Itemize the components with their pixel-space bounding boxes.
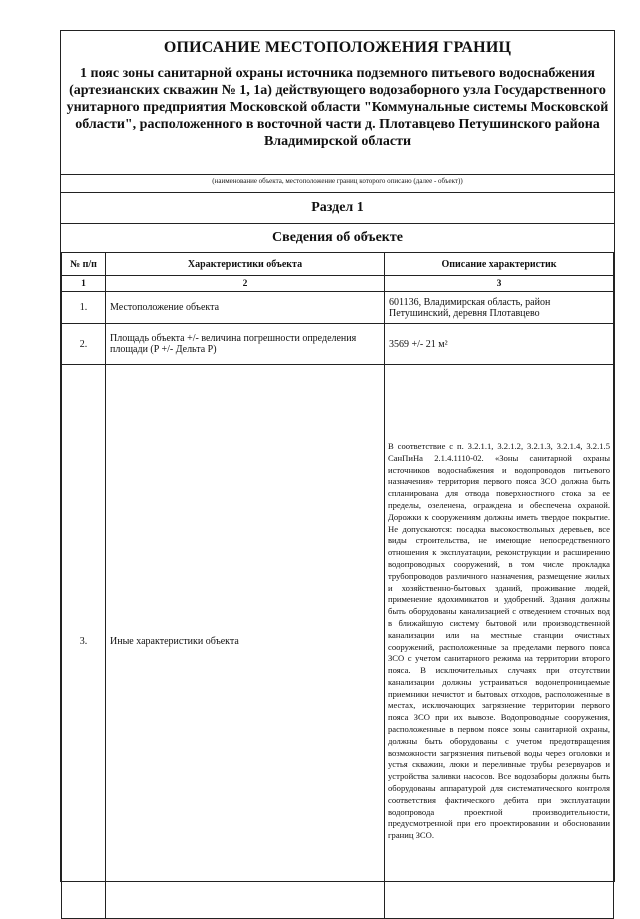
object-table bbox=[61, 252, 614, 919]
column-number: 3 bbox=[385, 276, 614, 292]
document-title: ОПИСАНИЕ МЕСТОПОЛОЖЕНИЯ ГРАНИЦ bbox=[163, 39, 512, 56]
table-row bbox=[62, 365, 614, 919]
row-description: В соответствие с п. 3.2.1.1, 3.2.1.2, 3.2.1.3, 3.2.1.4, 3.2.1.5 СанПиНа 2.1.4.1110-02. «Зоны санитарной охраны источников водоснабжения и водопроводов питьевого назначения» территория первого пояса ЗСО должна быть спланирована для отвода поверхностного стока за ее пределы, озеленена, ограждена и обеспечена охраной. Дорожки к сооружениям должны иметь твердое покрытие. Не допускаются: посадка высокоствольных деревьев, все виды строительства, не имеющие непосредственного отношения к эксплуатации, реконструкции и расширению водопроводных сооружений, в том числе прокладка трубопроводов различного назначения, размещение жилых и хозяйственно-бытовых зданий, проживание людей, применение ядохимикатов и удобрений. Здания должны быть оборудованы канализацией с отведением сточных вод в ближайшую систему бытовой или производственной канализации или на местные станции очистных сооружений, расположенные за пределами первого пояса ЗСО с учетом санитарного режима на территории второго пояса. В исключительных случаях при отсутствии канализации должны устраиваться водонепроницаемые приемники нечистот и бытовых отходов, расположенные в местах, исключающих загрязнение территории первого пояса ЗСО при их вывозе. Водопроводные сооружения, расположенные в первом поясе зоны санитарной охраны, должны быть оборудованы с учетом предотвращения возможности загрязнения питьевой воды через оголовки и устья скважин, люки и переливные трубы резервуаров и устройства заливки насосов. Все водозаборы должны быть оборудованы аппаратурой для систематического контроля соответствия фактического дебита при эксплуатации водопровода проектной производительности, предусмотренной при его проектировании и обосновании границ ЗСО. bbox=[385, 365, 614, 919]
header-characteristic: Характеристики объекта bbox=[106, 253, 385, 276]
row-num: 2. bbox=[62, 324, 106, 365]
document-subtitle: 1 пояс зоны санитарной охраны источника подземного питьевого водоснабжения (артезианских скважин № 1, 1а) действующего водозаборного узла Государственного унитарного предприятия Московской области "Коммунальные системы Московской области", расположенного в восточной части д. Плотавцево Петушинского района Владимирской области bbox=[66, 66, 609, 149]
object-caption: (наименование объекта, местоположение границ которого описано (далее - объект)) bbox=[61, 174, 614, 193]
document-header bbox=[61, 31, 614, 175]
row-characteristic: Иные характеристики объекта bbox=[106, 365, 385, 919]
row-characteristic: Местоположение объекта bbox=[106, 292, 385, 324]
column-number: 1 bbox=[62, 276, 106, 292]
header-num: № п/п bbox=[62, 253, 106, 276]
row-description: 601136, Владимирская область, район Петушинский, деревня Плотавцево bbox=[385, 292, 614, 324]
document-page bbox=[60, 30, 615, 882]
row-description: 3569 +/- 21 м² bbox=[385, 324, 614, 365]
info-title: Сведения об объекте bbox=[61, 223, 614, 253]
table-row bbox=[62, 324, 614, 365]
column-number-row bbox=[62, 276, 614, 292]
section-title: Раздел 1 bbox=[61, 192, 614, 224]
header-description: Описание характеристик bbox=[385, 253, 614, 276]
row-num: 3. bbox=[62, 365, 106, 919]
row-num: 1. bbox=[62, 292, 106, 324]
table-header-row bbox=[62, 253, 614, 276]
table-row bbox=[62, 292, 614, 324]
column-number: 2 bbox=[106, 276, 385, 292]
row-characteristic: Площадь объекта +/- величина погрешности определения площади (P +/- Дельта P) bbox=[106, 324, 385, 365]
